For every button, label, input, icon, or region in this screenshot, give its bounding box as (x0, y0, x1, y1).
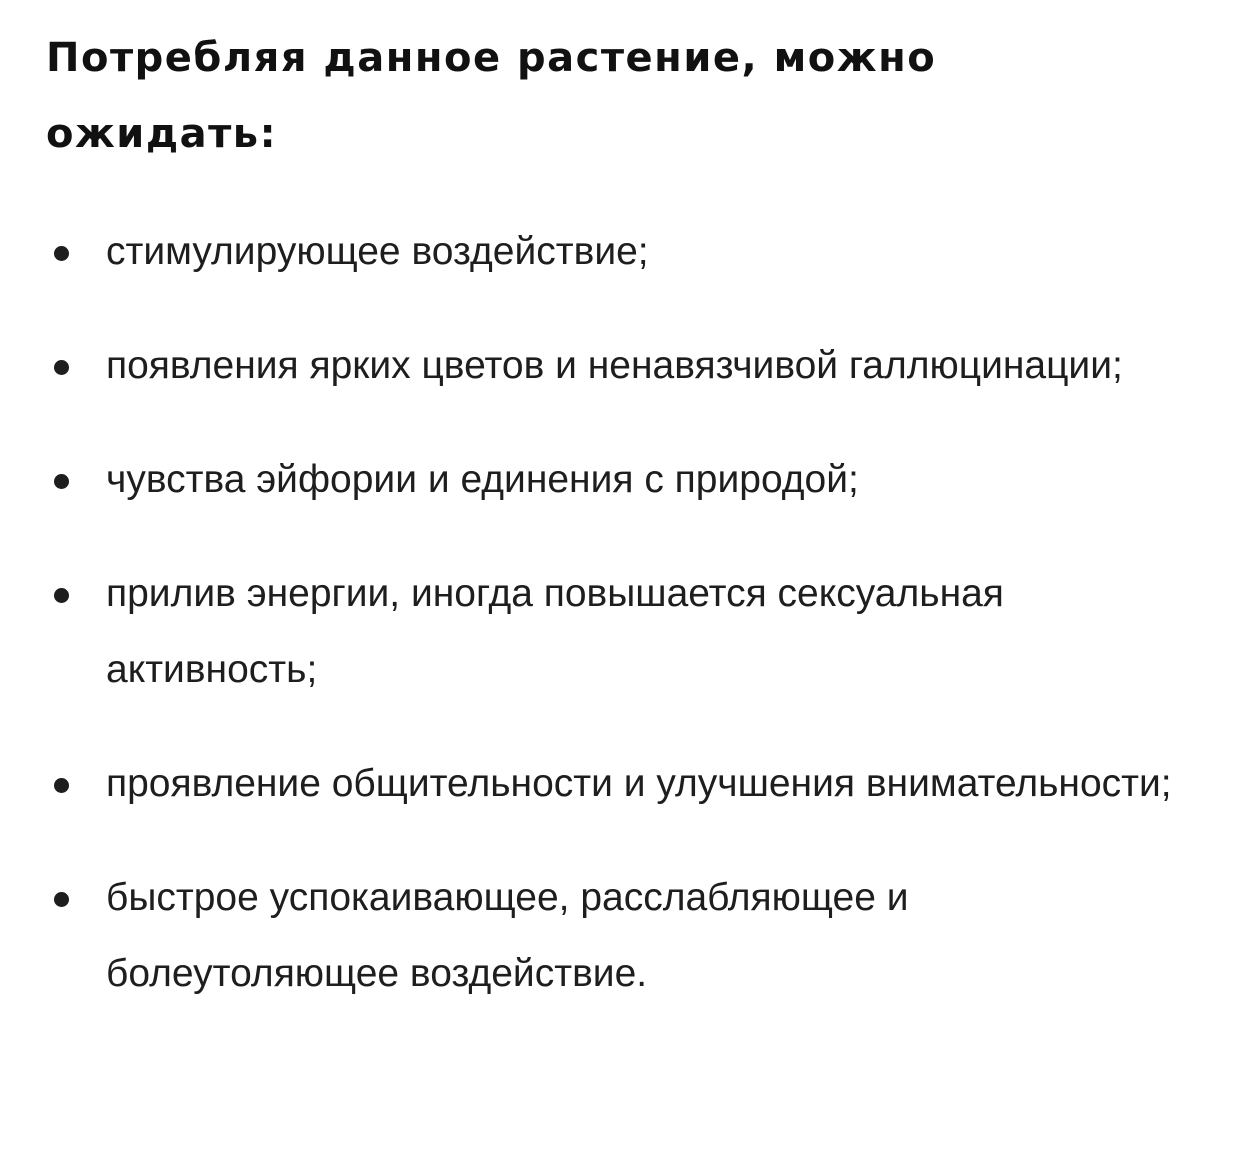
list-item (0, 442, 1242, 518)
section-heading: Потребляя данное растение, можно ожидать: (46, 35, 937, 157)
bullet-dot-icon (54, 778, 69, 793)
list-item-text: появления ярких цветов и ненавязчивой галлюцинации; (106, 344, 1123, 387)
effects-list (0, 214, 1242, 1050)
list-item (0, 746, 1242, 822)
list-item (0, 556, 1242, 708)
list-item (0, 214, 1242, 290)
list-item-text: чувства эйфории и единения с природой; (106, 458, 859, 501)
bullet-dot-icon (54, 246, 69, 261)
list-item-text: стимулирующее воздействие; (106, 230, 649, 273)
list-item-text: проявление общительности и улучшения внимательности; (106, 762, 1172, 805)
list-item (0, 328, 1242, 404)
bullet-dot-icon (54, 892, 69, 907)
list-item (0, 860, 1242, 1012)
bullet-dot-icon (54, 474, 69, 489)
list-item-text: прилив энергии, иногда повышается сексуальная активность; (106, 572, 1004, 691)
bullet-dot-icon (54, 360, 69, 375)
bullet-dot-icon (54, 588, 69, 603)
list-item-text: быстрое успокаивающее, расслабляющее и болеутоляющее воздействие. (106, 876, 909, 995)
